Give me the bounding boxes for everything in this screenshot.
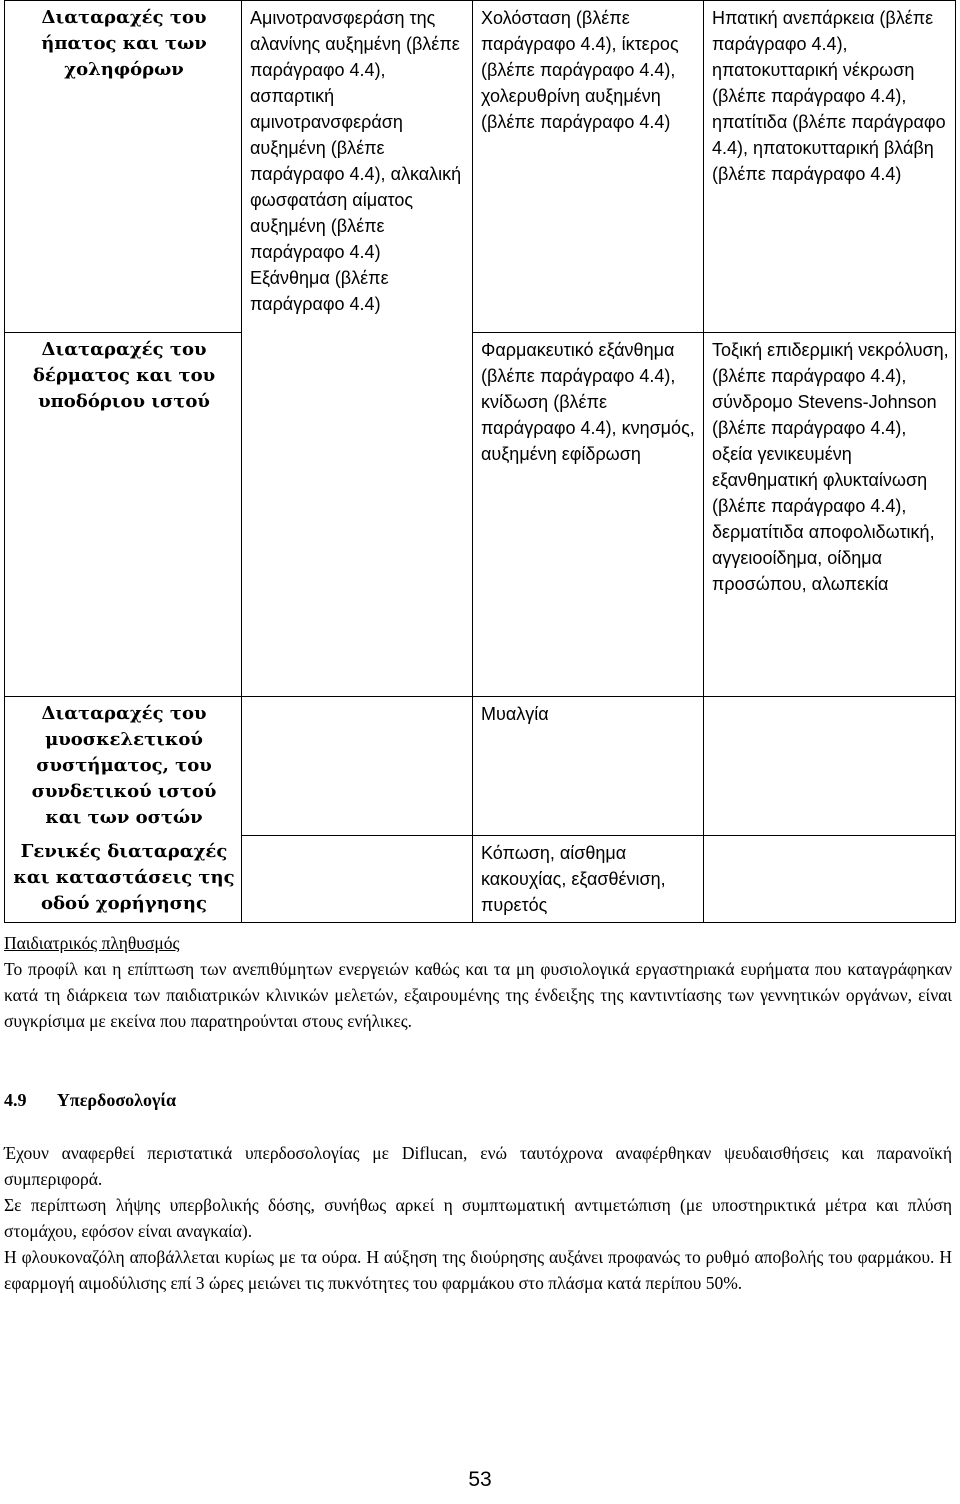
rare-cell-empty <box>704 835 956 922</box>
soc-cell-hepatobiliary <box>5 1 242 333</box>
uncommon-cell-skin: Φαρμακευτικό εξάνθημα (βλέπε παράγραφο 4.4), κνίδωση (βλέπε παράγραφο 4.4), κνησμός, αυξημένη εφίδρωση <box>473 333 704 697</box>
overdose-paragraph-2: Σε περίπτωση λήψης υπερβολικής δόσης, συνήθως αρκεί η συμπτωματική αντιμετώπιση (με υποστηρικτικά μέτρα και πλύση στομάχου, εφόσον είναι αναγκαία). <box>4 1195 952 1241</box>
soc-cell-skin <box>5 333 242 697</box>
section-number: 4.9 <box>4 1090 27 1110</box>
uncommon-cell-musculoskeletal: Μυαλγία <box>473 697 704 836</box>
common-cell-empty <box>242 697 473 836</box>
table-row <box>5 835 956 922</box>
common-cell-empty <box>242 835 473 922</box>
overdose-paragraph-3: Η φλουκοναζόλη αποβάλλεται κυρίως με τα ούρα. Η αύξηση της διούρησης αυξάνει προφανώς το ρυθμό αποβολής του φαρμάκου. Η εφαρμογή αιμοδύλισης επί 3 ώρες μειώνει τις πυκνότητες του φαρμάκου στο πλάσμα κατά περίπου 50%. <box>4 1247 952 1293</box>
table-row <box>5 1 956 333</box>
soc-label: Διαταραχές του δέρματος και του υποδόριου ιστού <box>32 339 216 412</box>
soc-label: Διαταραχές του ήπατος και των χοληφόρων <box>41 7 207 80</box>
common-hepatobiliary: Αμινοτρανσφεράση της αλανίνης αυξημένη (βλέπε παράγραφο 4.4), ασπαρτική αμινοτρανσφεράση αυξημένη (βλέπε παράγραφο 4.4), αλκαλική φωσφατάση αίματος αυξημένη (βλέπε παράγραφο 4.4) <box>250 8 462 262</box>
overdose-paragraph-1: Έχουν αναφερθεί περιστατικά υπερδοσολογίας με Diflucan, ενώ ταυτόχρονα αναφέρθηκαν ψευδαισθήσεις και παρανοϊκή συμπεριφορά. <box>4 1143 952 1189</box>
uncommon-cell-hepatobiliary: Χολόσταση (βλέπε παράγραφο 4.4), ίκτερος (βλέπε παράγραφο 4.4), χολερυθρίνη αυξημένη (βλέπε παράγραφο 4.4) <box>473 1 704 333</box>
adverse-reactions-table <box>4 0 956 923</box>
soc-cell-general <box>5 835 242 922</box>
section-heading <box>4 1090 176 1111</box>
pediatric-heading: Παιδιατρικός πληθυσμός <box>4 933 180 953</box>
soc-label: Γενικές διαταραχές και καταστάσεις της οδού χορήγησης <box>13 841 235 914</box>
soc-label: Διαταραχές του μυοσκελετικού συστήματος, του συνδετικού ιστού και των οστών <box>31 703 217 828</box>
table-row <box>5 333 956 697</box>
page-number: 53 <box>468 1468 492 1491</box>
rare-cell-empty <box>704 697 956 836</box>
rare-cell-hepatobiliary: Ηπατική ανεπάρκεια (βλέπε παράγραφο 4.4), ηπατοκυτταρική νέκρωση (βλέπε παράγραφο 4.4), ηπατίτιδα (βλέπε παράγραφο 4.4), ηπατοκυτταρική βλάβη (βλέπε παράγραφο 4.4) <box>704 1 956 333</box>
soc-cell-musculoskeletal <box>5 697 242 836</box>
pediatric-body: Το προφίλ και η επίπτωση των ανεπιθύμητων ενεργειών καθώς και τα μη φυσιολογικά εργαστηριακά ευρήματα που καταγράφηκαν κατά τη διάρκεια των παιδιατρικών κλινικών μελετών, εξαιρουμένης της ένδειξης της καντιντίασης των γεννητικών οργάνων, είναι συγκρίσιμα με εκείνα που παρατηρούνται στους ενήλικες. <box>4 959 952 1031</box>
section-title: Υπερδοσολογία <box>56 1090 177 1110</box>
rare-cell-skin: Τοξική επιδερμική νεκρόλυση, (βλέπε παράγραφο 4.4), σύνδρομο Stevens-Johnson (βλέπε παράγραφο 4.4), οξεία γενικευμένη εξανθηματική φλυκταίνωση (βλέπε παράγραφο 4.4), δερματίτιδα αποφολιδωτική, αγγειοοίδημα, οίδημα προσώπου, αλωπεκία <box>704 333 956 697</box>
common-skin: Εξάνθημα (βλέπε παράγραφο 4.4) <box>250 268 389 314</box>
table-row <box>5 697 956 836</box>
uncommon-cell-general: Κόπωση, αίσθημα κακουχίας, εξασθένιση, πυρετός <box>473 835 704 922</box>
common-cell <box>242 1 473 697</box>
